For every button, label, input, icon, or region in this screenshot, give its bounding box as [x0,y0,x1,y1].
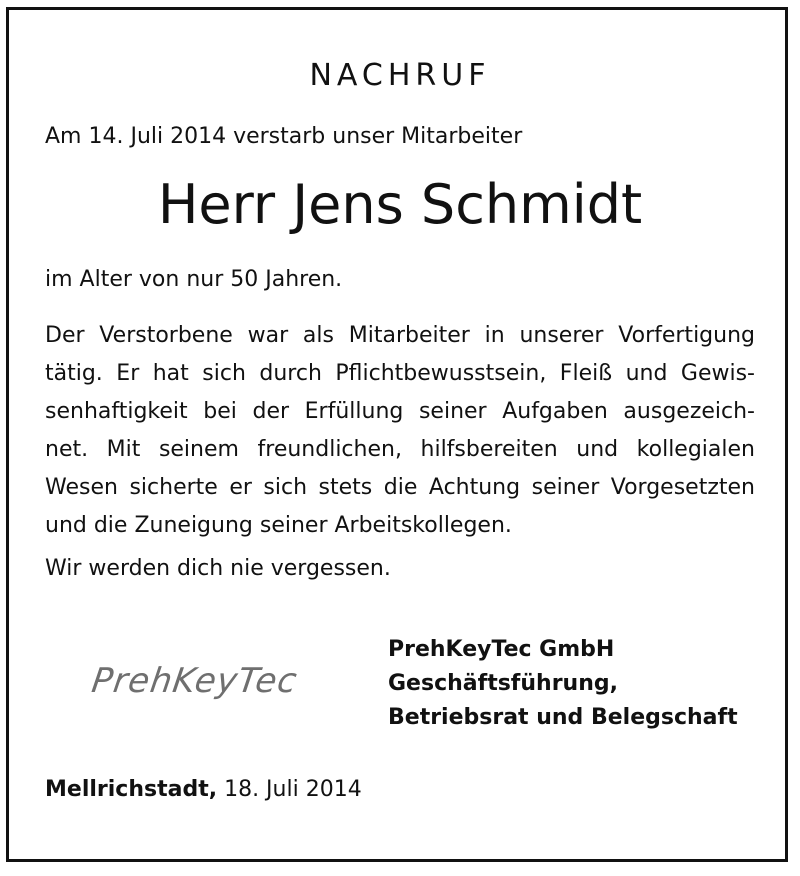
body-line: Der Verstorbene war als Mitarbeiter in unserer Vorfertigung [45,323,755,348]
closing-text: Wir werden dich nie vergessen. [45,556,391,581]
body-line: Wesen sicherte er sich stets die Achtung seiner Vorgesetzten [45,475,755,500]
age-text: im Alter von nur 50 Jahren. [45,267,343,292]
deceased-name: Herr Jens Schmidt [157,173,643,236]
signature-company: PrehKeyTec GmbH [388,637,615,662]
signature-management: Geschäftsführung, [388,671,618,696]
body-line: senhaftigkeit bei der Erfüllung seiner Aufgaben ausgezeich- [45,399,755,424]
signature-block [388,633,738,735]
place-city: Mellrichstadt, [45,777,218,802]
body-line: tätig. Er hat sich durch Pflichtbewusstsein, Fleiß und Gewis- [45,361,755,386]
body-paragraph [45,317,755,545]
body-line: und die Zuneigung seiner Arbeitskollegen. [45,513,512,538]
company-logo: PrehKeyTec [89,661,301,701]
intro-text: Am 14. Juli 2014 verstarb unser Mitarbeiter [45,124,523,149]
place-date [45,774,362,806]
place-date-value: 18. Juli 2014 [224,777,362,802]
body-line: net. Mit seinem freundlichen, hilfsbereiten und kollegialen [45,437,755,462]
notice-heading: NACHRUF [309,58,491,93]
signature-staff: Betriebsrat und Belegschaft [388,705,738,730]
